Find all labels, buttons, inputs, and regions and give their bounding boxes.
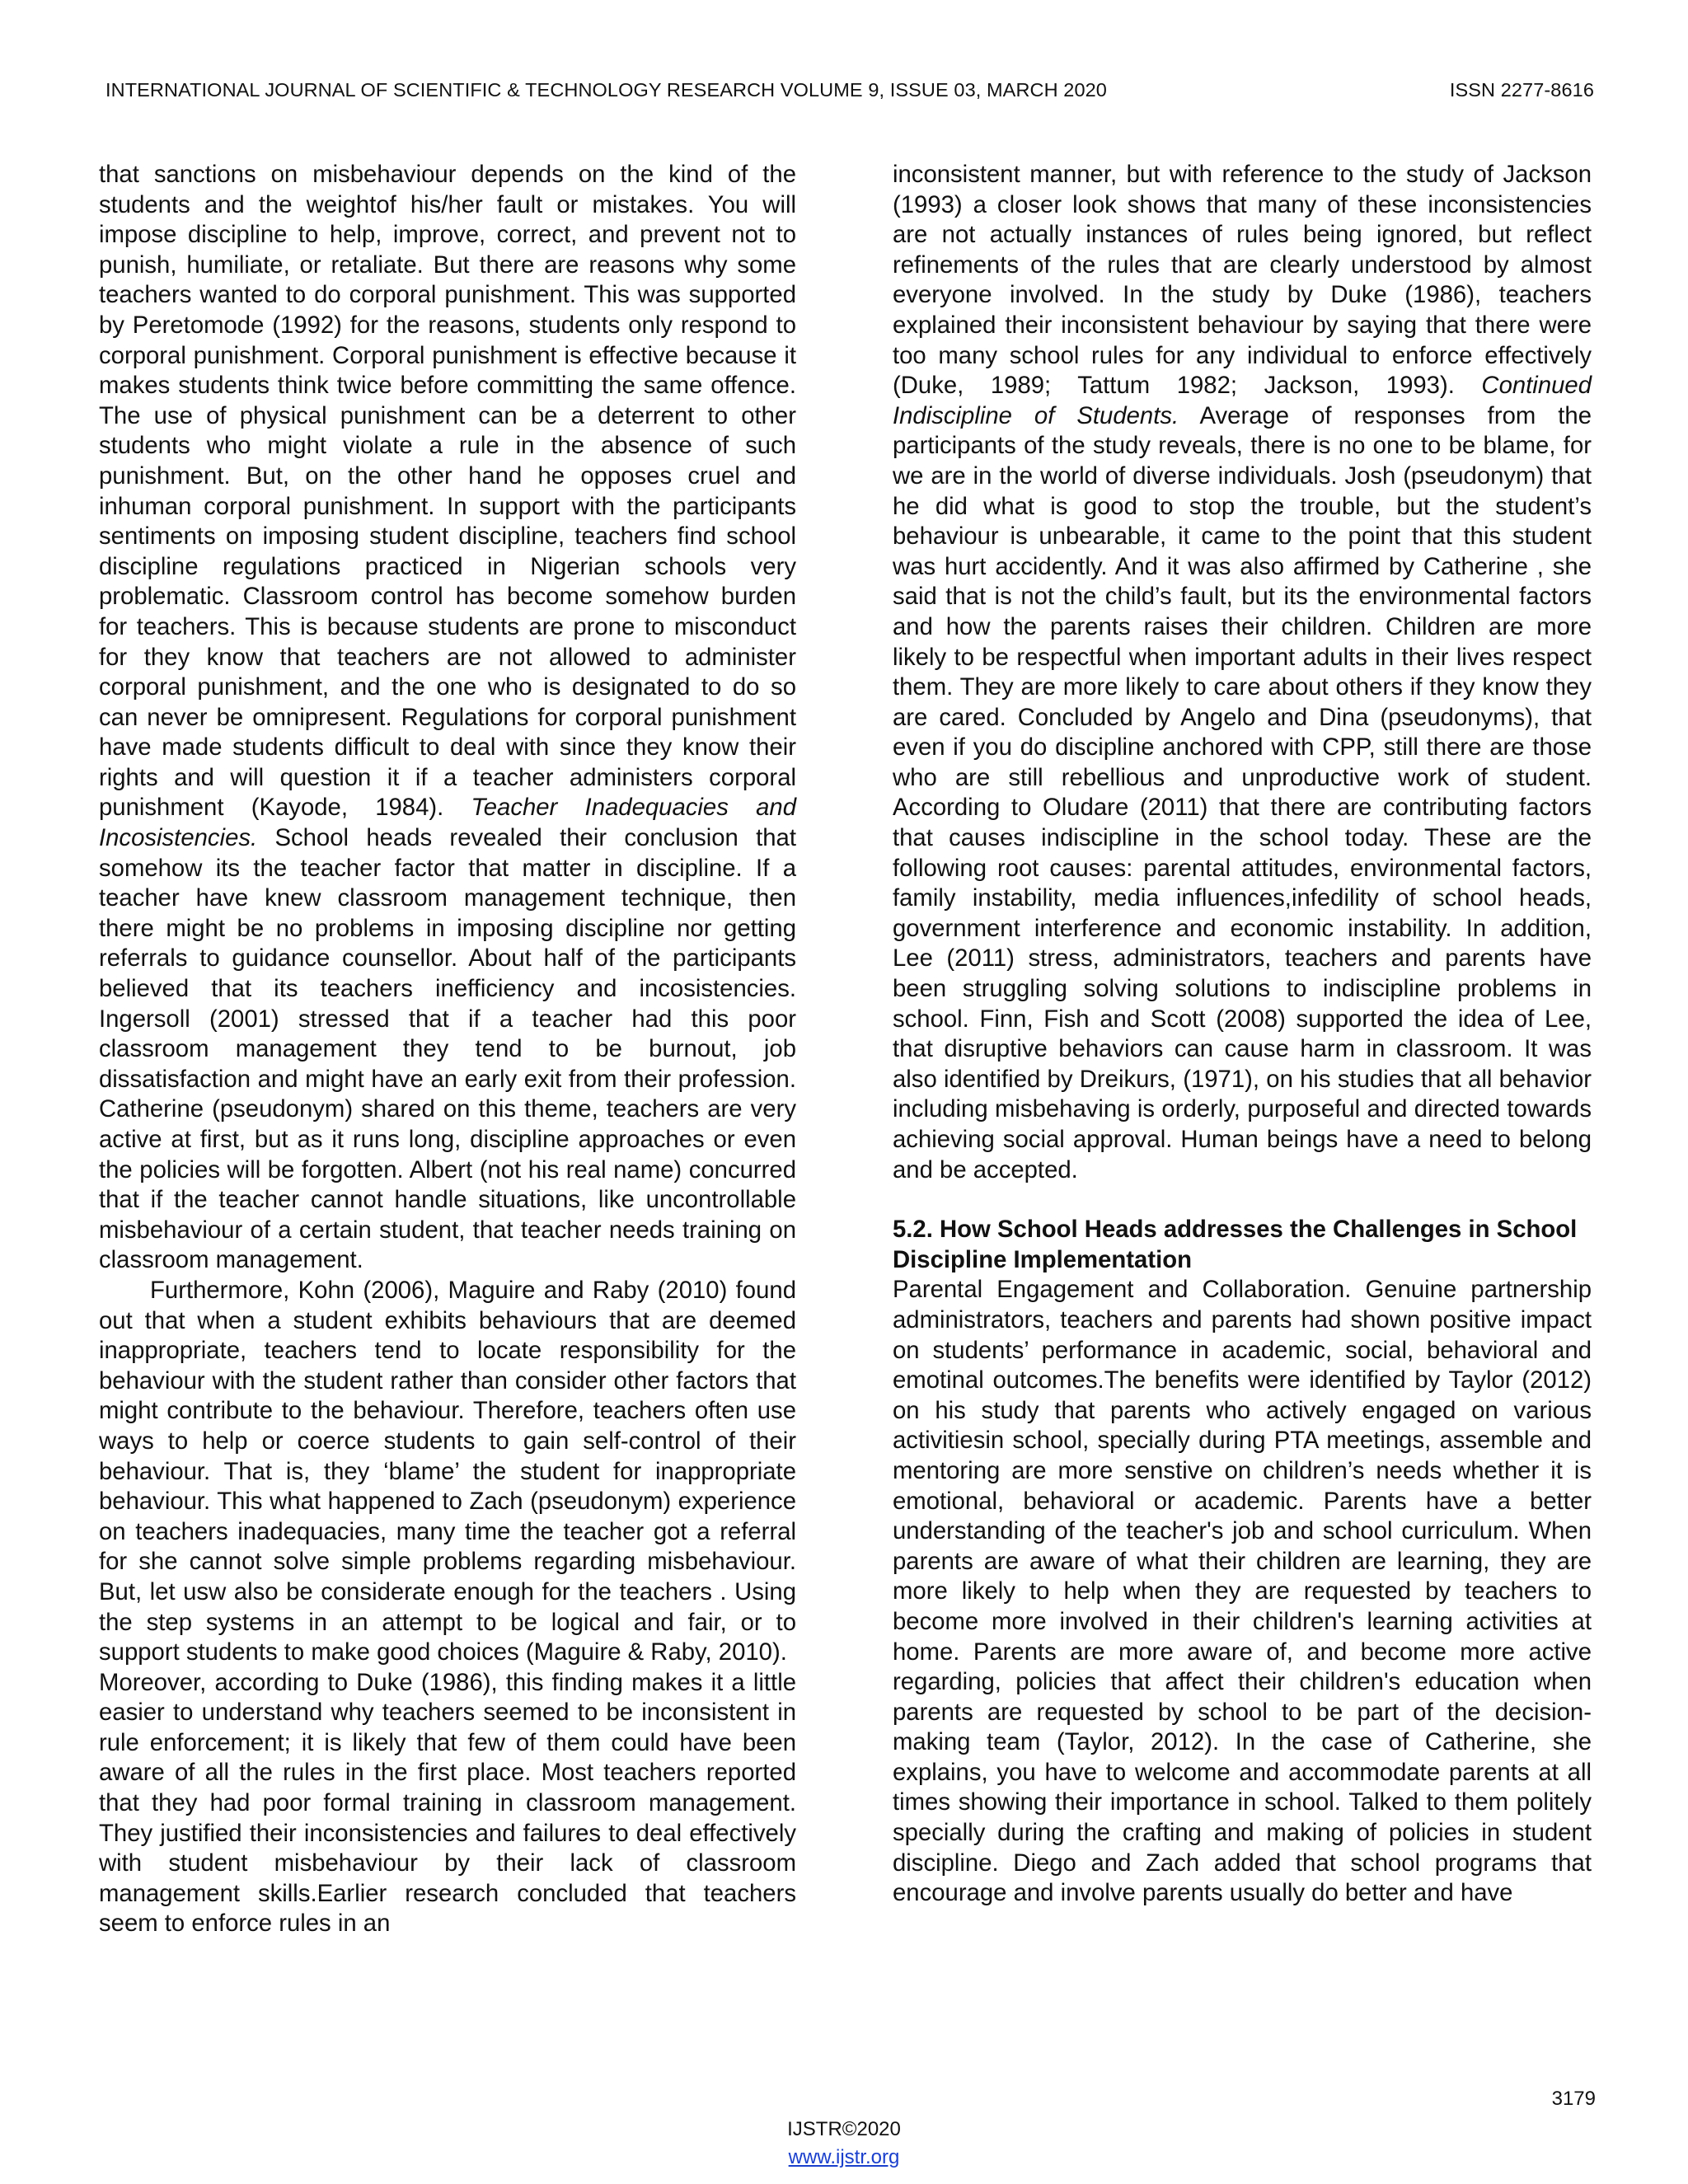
text-run: that sanctions on misbehaviour depends on the kind of the students and the weightof his/her fault or mistakes. You will impose discipline to help, improve, correct, and prevent not to punish, humiliate, or retaliate. But there are reasons why some teachers wanted to do corporal punishment. This was supported by Peretomode (1992) for the reasons, students only respond to corporal punishment. Corporal punishment is effective because it makes students think twice before committing the same offence. The use of physical punishment can be a deterrent to other students who might violate a rule in the absence of such punishment. But, on the other hand he opposes cruel and inhuman corporal punishment. In support with the participants sentiments on imposing student discipline, teachers find school discipline regulations practiced in Nigerian schools very problematic. Classroom control has become somehow burden for teachers. This is because students are prone to misconduct for they know that teachers are not allowed to administer corporal punishment, and the one who is designated to do so can never be omnipresent. Regulations for corporal punishment have made students difficult to deal with since they know their rights and will question it if a teacher administers corporal punishment (Kayode, 1984). xyxy=(99,161,796,822)
paragraph: Parental Engagement and Collaboration. Genuine partnership administrators, teachers and parents had shown positive impact on students’ performance in academic, social, behavioral and emotinal outcomes.The benefits were identified by Taylor (2012) on his study that parents who actively engaged on various activitiesin school, specially during PTA meetings, assemble and mentoring are more senstive on children’s needs whether it is emotional, behavioral or academic. Parents have a better understanding of the teacher's job and school curriculum. When parents are aware of what their children are learning, they are more likely to help when they are requested by teachers to become more involved in their children's learning activities at home. Parents are more aware of, and become more active regarding, policies that affect their children's education when parents are requested by school to be part of the decision-making team (Taylor, 2012). In the case of Catherine, she explains, you have to welcome and accommodate parents at all times showing their importance in school. Talked to them politely specially during the crafting and making of policies in student discipline. Diego and Zach added that school programs that encourage and involve parents usually do better and have xyxy=(893,1276,1592,1907)
copyright: IJSTR©2020 xyxy=(787,2118,901,2140)
section-heading: 5.2. How School Heads addresses the Challenges in School Discipline Implementation xyxy=(893,1216,1578,1273)
paragraph xyxy=(893,160,1592,1185)
text-run: School heads revealed their conclusion that somehow its the teacher factor that matter in discipline. If a teacher have knew classroom management technique, then there might be no problems in imposing discipline nor getting referrals to guidance counsellor. About half of the participants believed that its teachers inefficiency and incosistencies. Ingersoll (2001) stressed that if a teacher had this poor classroom management they tend to be burnout, job dissatisfaction and might have an early exit from their profession. Catherine (pseudonym) shared on this theme, teachers are very active at first, but as it runs long, discipline approaches or even the policies will be forgotten. Albert (not his real name) concurred that if the teacher cannot handle situations, like uncontrollable misbehaviour of a certain student, that teacher needs training on classroom management. xyxy=(99,824,796,1274)
text-run: Average of responses from the participants of the study reveals, there is no one to be blame, for we are in the world of diverse individuals. Josh (pseudonym) that he did what is good to stop the trouble, but the student’s behaviour is unbearable, it came to the point that this student was hurt accidently. And it was also affirmed by Catherine , she said that is not the child’s fault, but its the environmental factors and how the parents raises their children. Children are more likely to be respectful when important adults in their lives respect them. They are more likely to care about others if they know they are cared. Concluded by Angelo and Dina (pseudonyms), that even if you do discipline anchored with CPP, still there are those who are still rebellious and unproductive work of student. According to Oludare (2011) that there are contributing factors that causes indiscipline in the school today. These are the following root causes: parental attitudes, environmental factors, family instability, media influences,infedility of school heads, government interference and economic instability. In addition, Lee (2011) stress, administrators, teachers and parents have been struggling solving solutions to indiscipline problems in school. Finn, Fish and Scott (2008) supported the idea of Lee, that disruptive behaviors can cause harm in classroom. It was also identified by Dreikurs, (1971), on his studies that all behavior including misbehaving is orderly, purposeful and directed towards achieving social approval. Human beings have a need to belong and be accepted. xyxy=(893,401,1592,1183)
journal-title: INTERNATIONAL JOURNAL OF SCIENTIFIC & TECHNOLOGY RESEARCH VOLUME 9, ISSUE 03, MARCH 2020 xyxy=(106,79,1107,101)
running-header xyxy=(106,79,1594,112)
left-column xyxy=(99,160,796,1939)
text-run: inconsistent manner, but with reference to the study of Jackson (1993) a closer look shows that many of these inconsistencies are not actually instances of rules being ignored, but reflect refinements of the rules that are clearly understood by almost everyone involved. In the study by Duke (1986), teachers explained their inconsistent behaviour by saying that there were too many school rules for any individual to enforce effectively (Duke, 1989; Tattum 1982; Jackson, 1993). xyxy=(893,161,1592,400)
page-number: 3179 xyxy=(1551,2088,1596,2110)
page-footer xyxy=(0,2116,1688,2172)
italic-subheading: Teacher Inadequacies and Incosistencies. xyxy=(99,794,796,852)
right-column xyxy=(893,160,1592,1909)
journal-link[interactable]: www.ijstr.org xyxy=(788,2146,900,2168)
paragraph: Furthermore, Kohn (2006), Maguire and Raby (2010) found out that when a student exhibits behaviours that are deemed inappropriate, teachers tend to locate responsibility for the behaviour with the student rather than consider other factors that might contribute to the behaviour. Therefore, teachers often use ways to help or coerce students to gain self-control of their behaviour. That is, they ‘blame’ the student for inappropriate behaviour. This what happened to Zach (pseudonym) experience on teachers inadequacies, many time the teacher got a referral for she cannot solve simple problems regarding misbehaviour. But, let usw also be considerate enough for the teachers . Using the step systems in an attempt to be logical and fair, or to support students to make good choices (Maguire & Raby, 2010). xyxy=(99,1276,796,1666)
issn: ISSN 2277-8616 xyxy=(1449,79,1594,101)
paragraph xyxy=(99,160,796,1276)
paragraph: Moreover, according to Duke (1986), this finding makes it a little easier to understand why teachers seemed to be inconsistent in rule enforcement; it is likely that few of them could have been aware of all the rules in the first place. Most teachers reported that they had poor formal training in classroom management. They justified their inconsistencies and failures to deal effectively with student misbehaviour by their lack of classroom management skills.Earlier research concluded that teachers seem to enforce rules in an xyxy=(99,1668,796,1938)
italic-subheading: Continued Indiscipline of Students. xyxy=(893,372,1592,429)
